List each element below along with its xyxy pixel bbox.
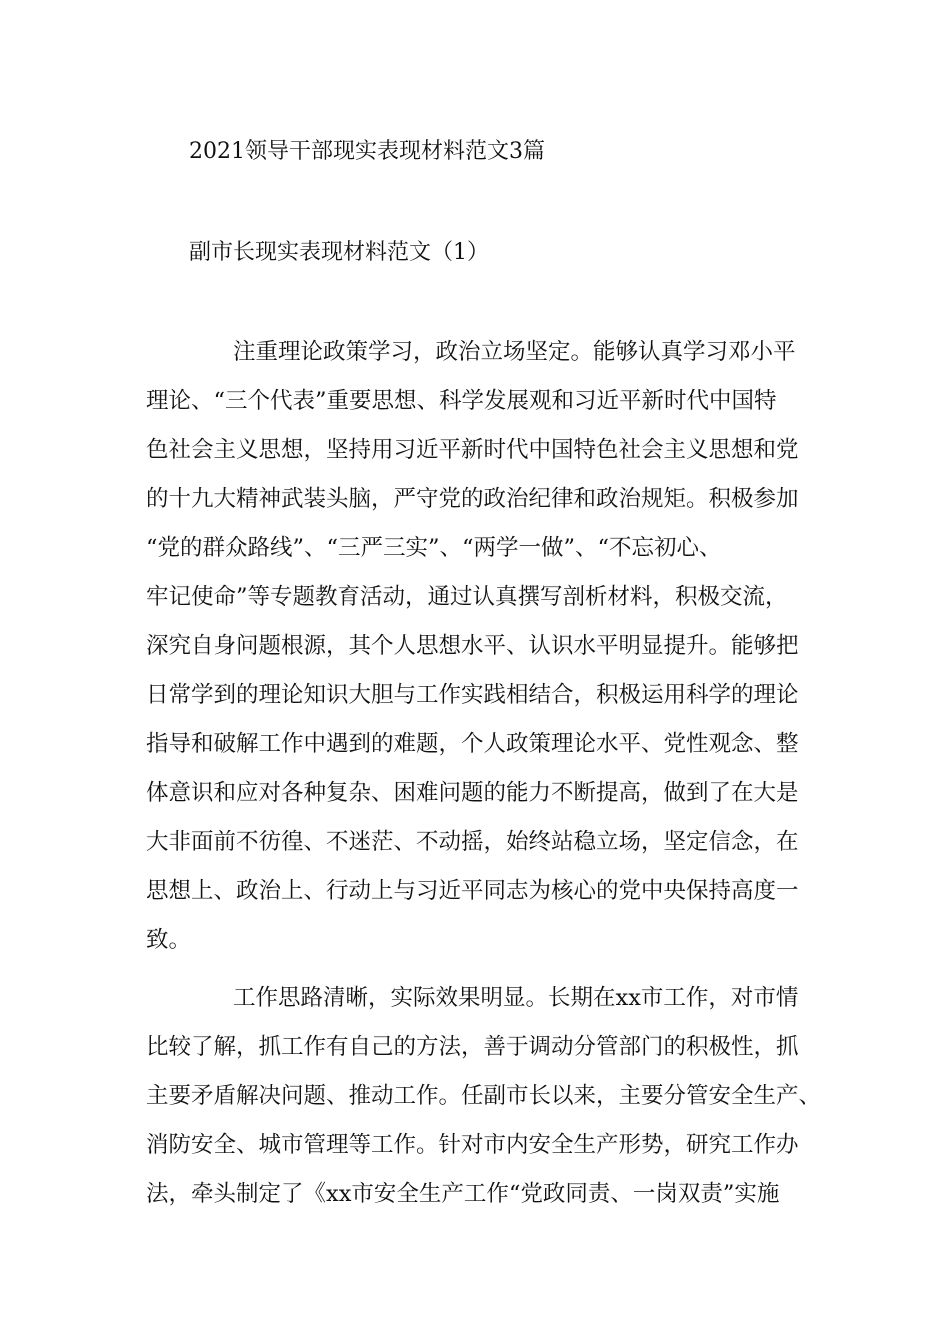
paragraph-line: 日常学到的理论知识大胆与工作实践相结合，积极运用科学的理论 [146, 682, 799, 708]
paragraph-line: 的十九大精神武装头脑，严守党的政治纪律和政治规矩。积极参加 [146, 486, 799, 512]
paragraph-line: 深究自身问题根源，其个人思想水平、认识水平明显提升。能够把 [146, 633, 799, 659]
paragraph-line: 消防安全、城市管理等工作。针对市内安全生产形势，研究工作办 [146, 1132, 799, 1158]
paragraph-line: 比较了解，抓工作有自己的方法，善于调动分管部门的积极性，抓 [146, 1034, 799, 1060]
paragraph-line: 致。 [146, 927, 192, 953]
paragraph-line: 理论、“三个代表”重要思想、科学发展观和习近平新时代中国特 [146, 388, 777, 414]
paragraph-line: 思想上、政治上、行动上与习近平同志为核心的党中央保持高度一 [146, 878, 799, 904]
paragraph-line: 注重理论政策学习，政治立场坚定。能够认真学习邓小平 [233, 339, 796, 365]
paragraph-line: 工作思路清晰，实际效果明显。长期在xx市工作，对市情 [233, 985, 799, 1011]
paragraph-line: 主要矛盾解决问题、推动工作。任副市长以来，主要分管安全生产、 [146, 1083, 822, 1109]
paragraph-line: 牢记使命”等专题教育活动，通过认真撰写剖析材料，积极交流， [146, 584, 788, 610]
paragraph-line: 色社会主义思想，坚持用习近平新时代中国特色社会主义思想和党 [146, 437, 799, 463]
paragraph-line: 体意识和应对各种复杂、困难问题的能力不断提高，做到了在大是 [146, 780, 799, 806]
paragraph-line: 指导和破解工作中遇到的难题，个人政策理论水平、党性观念、整 [146, 731, 799, 757]
document-subtitle: 副市长现实表现材料范文（1） [189, 240, 489, 265]
paragraph-line: 法，牵头制定了《xx市安全生产工作“党政同责、一岗双责”实施 [146, 1181, 780, 1207]
paragraph-line: 大非面前不彷徨、不迷茫、不动摇，始终站稳立场，坚定信念，在 [146, 829, 799, 855]
paragraph-line: “党的群众路线”、“三严三实”、“两学一做”、“不忘初心、 [146, 535, 722, 561]
document-title: 2021领导干部现实表现材料范文3篇 [189, 139, 545, 164]
